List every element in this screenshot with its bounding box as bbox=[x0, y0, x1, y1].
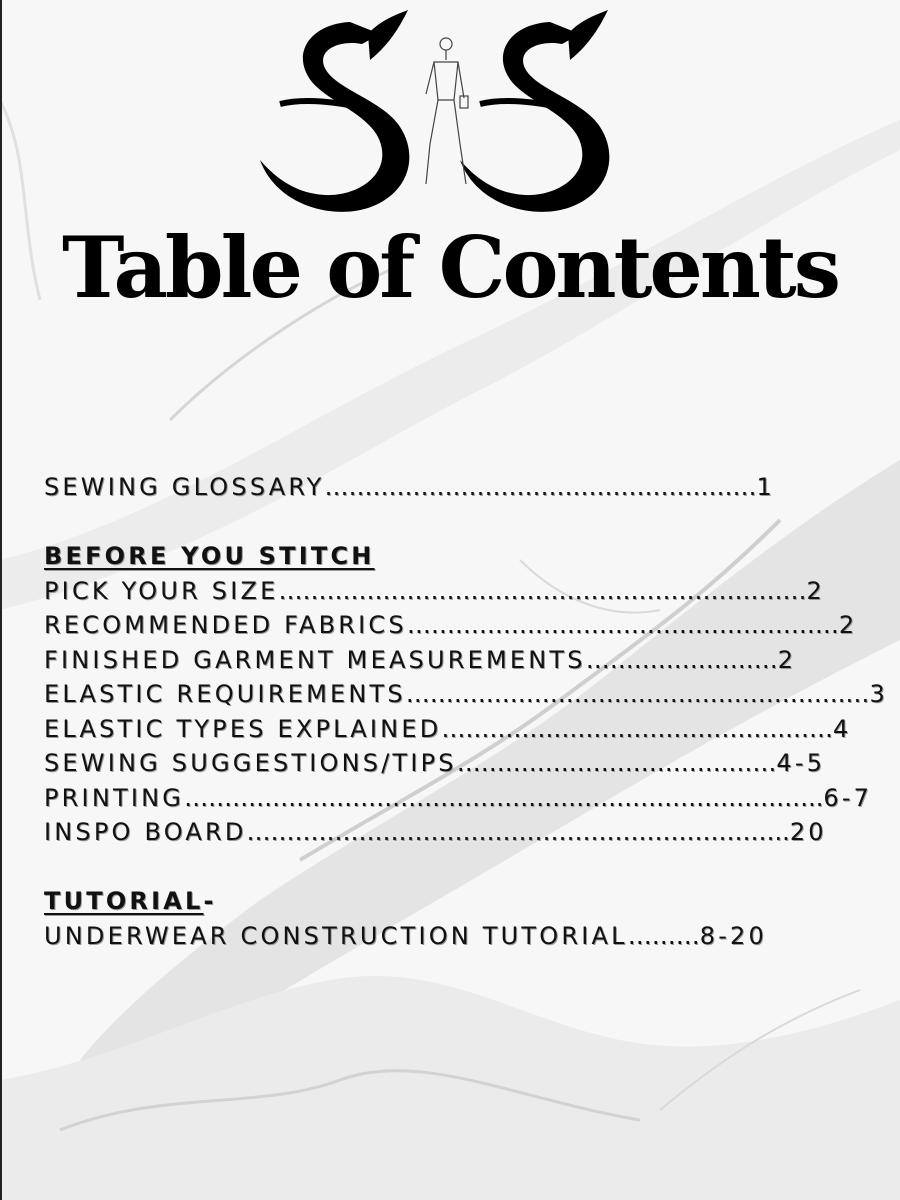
toc-entry-label: INSPO BOARD bbox=[44, 818, 247, 846]
toc-entry-page: 2 bbox=[777, 645, 797, 674]
toc-entry-leader: ……………………………………………… bbox=[324, 473, 757, 501]
toc-entry-page: 3 bbox=[869, 680, 888, 708]
page-title: Table of Contents bbox=[62, 218, 838, 317]
toc-entry-elastic-requirements bbox=[44, 677, 888, 712]
toc-entry-leader: ……… bbox=[627, 921, 700, 950]
toc-entry-pick-your-size bbox=[44, 574, 874, 609]
toc-entry-leader: ……………………………………………….… bbox=[405, 680, 870, 708]
toc-entry-page: 6-7 bbox=[823, 783, 873, 812]
toc-entry-inspo-board bbox=[44, 815, 874, 850]
toc-entry-leader: ………………………………………………………… bbox=[278, 576, 807, 605]
toc-entry-page: 20 bbox=[789, 818, 827, 846]
toc-entry-sewing-suggestions-tips bbox=[44, 746, 874, 781]
toc-entry-finished-garment-measurements bbox=[44, 643, 874, 678]
table-of-contents bbox=[44, 470, 888, 953]
toc-entry-leader: …………………… bbox=[585, 645, 778, 674]
toc-entry-page: 1 bbox=[756, 473, 776, 501]
section-heading-before-you-stitch: BEFORE YOU STITCH bbox=[44, 542, 375, 570]
toc-entry-recommended-fabrics bbox=[44, 608, 874, 643]
right-gothic-s bbox=[460, 10, 609, 212]
toc-entry-label: RECOMMENDED FABRICS bbox=[44, 611, 407, 639]
toc-entry-elastic-types-explained bbox=[44, 712, 874, 747]
toc-entry-underwear-construction-tutorial bbox=[44, 919, 874, 954]
toc-entry-leader: ……………………………………………… bbox=[406, 611, 839, 639]
toc-entry-printing bbox=[44, 781, 874, 816]
toc-entry-leader: …………………………………………………………………….. bbox=[184, 783, 824, 812]
page-edge-rule bbox=[0, 0, 2, 1200]
toc-entry-label: PICK YOUR SIZE bbox=[44, 576, 279, 605]
toc-entry-label: SEWING GLOSSARY bbox=[44, 473, 325, 501]
toc-entry-page: 2 bbox=[806, 576, 825, 605]
toc-entry-label: SEWING SUGGESTIONS/TIPS bbox=[44, 749, 457, 777]
toc-entry-page: 4-5 bbox=[776, 749, 826, 777]
toc-entry-label: FINISHED GARMENT MEASUREMENTS bbox=[44, 645, 586, 674]
toc-entry-label: UNDERWEAR CONSTRUCTION TUTORIAL bbox=[44, 921, 628, 950]
left-gothic-s bbox=[260, 10, 409, 212]
toc-entry-leader: …………………………………….…… bbox=[441, 714, 834, 743]
section-heading-suffix: - bbox=[203, 887, 217, 915]
toc-entry-page: 4 bbox=[833, 714, 852, 743]
brand-logo bbox=[250, 4, 650, 226]
toc-entry-sewing-glossary bbox=[44, 470, 874, 505]
toc-entry-label: PRINTING bbox=[44, 783, 185, 812]
toc-entry-label: ELASTIC REQUIREMENTS bbox=[44, 680, 406, 708]
section-heading-tutorial bbox=[44, 884, 874, 919]
toc-entry-page: 2 bbox=[838, 611, 858, 639]
toc-entry-page: 8-20 bbox=[699, 921, 767, 950]
section-heading-label: TUTORIAL bbox=[44, 887, 204, 915]
toc-entry-leader: ………………………………………………………….. bbox=[246, 818, 790, 846]
toc-entry-label: ELASTIC TYPES EXPLAINED bbox=[44, 714, 442, 743]
toc-entry-leader: …………………………….…… bbox=[456, 749, 777, 777]
